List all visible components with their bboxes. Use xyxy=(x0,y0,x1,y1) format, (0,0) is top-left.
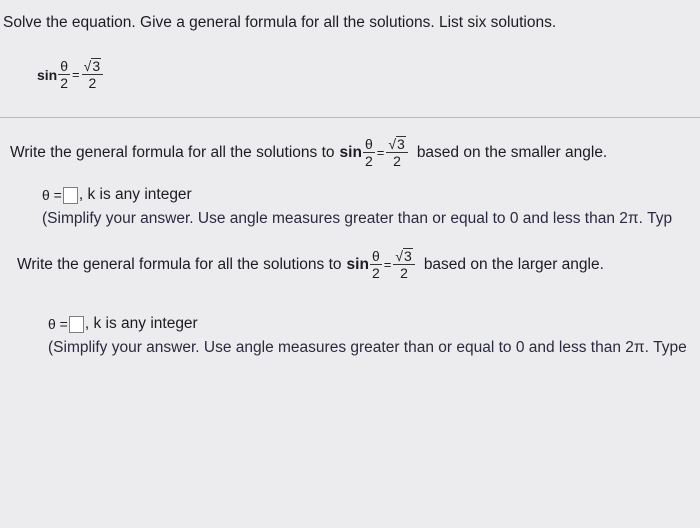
equals-sign: = xyxy=(383,257,392,272)
section-divider xyxy=(0,117,700,118)
part2-answer-prefix: θ = xyxy=(48,316,68,332)
theta-over-2-fraction: $\frac{\theta}{2}$ xyxy=(371,248,380,281)
sin-function: sin xyxy=(37,66,58,83)
sqrt-3: √ 3 xyxy=(83,58,101,74)
part1-hint: (Simplify your answer. Use angle measures greater than or equal to 0 and less than 2π. Typ xyxy=(42,210,673,227)
part1-prompt-suffix: based on the smaller angle. xyxy=(416,143,608,161)
part1-prompt xyxy=(10,136,607,169)
theta-over-2-fraction xyxy=(58,58,70,91)
radical-icon: √ xyxy=(83,58,92,74)
part2-answer-suffix: , k is any integer xyxy=(84,315,198,332)
part1-answer-suffix: , k is any integer xyxy=(78,186,192,203)
part2-prompt xyxy=(17,248,604,281)
instruction-text: Solve the equation. Give a general formula for all the solutions. List six solutions. xyxy=(3,14,557,31)
part1-answer-line xyxy=(42,186,192,204)
part2-prompt-text: Write the general formula for all the solutions to xyxy=(17,255,342,273)
part1-prompt-text: Write the general formula for all the solutions to xyxy=(10,143,335,161)
radical-icon: √ xyxy=(388,136,397,152)
part1-answer-input[interactable] xyxy=(63,187,78,204)
root3-over-2-fraction: √ 3 2 xyxy=(393,248,414,281)
part1-answer-prefix: θ = xyxy=(42,187,62,203)
sin-function: sin xyxy=(339,143,362,161)
theta-over-2-fraction: $\frac{\theta}{2}$ xyxy=(364,136,373,169)
equals-sign: = xyxy=(376,145,385,160)
main-equation xyxy=(37,58,104,91)
fraction-numerator: θ xyxy=(60,58,69,74)
part2-answer-input[interactable] xyxy=(69,316,84,333)
part2-answer-line xyxy=(48,315,198,333)
fraction-denominator: 2 xyxy=(60,75,69,91)
part2-prompt-suffix: based on the larger angle. xyxy=(423,255,604,273)
equals-sign: = xyxy=(72,67,80,82)
radical-icon: √ xyxy=(395,248,404,264)
root3-over-2-fraction xyxy=(82,58,103,91)
fraction-denominator: 2 xyxy=(88,75,97,91)
sin-function: sin xyxy=(346,255,369,273)
part2-hint: (Simplify your answer. Use angle measures greater than or equal to 0 and less than 2π. Type xyxy=(48,339,687,356)
root3-over-2-fraction: √ 3 2 xyxy=(386,136,407,169)
